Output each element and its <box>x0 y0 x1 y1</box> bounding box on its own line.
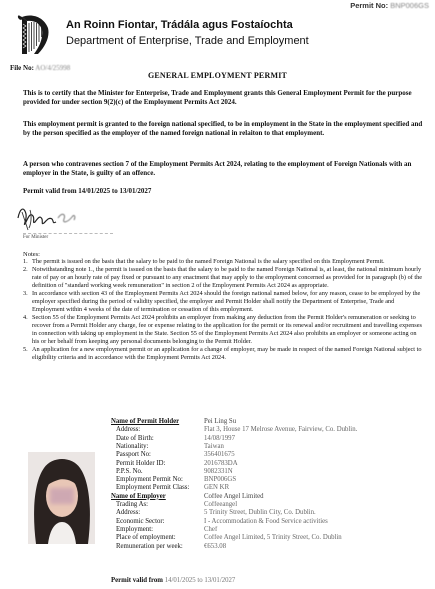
minister-signature <box>14 200 80 234</box>
permit-valid-footer-value: 14/01/2025 to 13/01/2027 <box>164 577 236 584</box>
detail-value: Coffeeangel <box>204 501 238 508</box>
detail-row <box>111 484 431 492</box>
detail-row <box>111 426 431 434</box>
detail-row <box>111 526 431 534</box>
detail-value: 14/08/1997 <box>204 434 235 442</box>
detail-value: I - Accommodation & Food Service activities <box>204 517 328 525</box>
detail-value: 9082331N <box>204 467 233 475</box>
document-title: GENERAL EMPLOYMENT PERMIT <box>147 71 288 80</box>
employer-heading: Name of Employer <box>111 492 166 500</box>
note-item: 4. Section 55 of the Employment Permits Act 2024 prohibits an employer from making any deduction from the Permit Holder's remuneration or seeking to recover from a Permit Holder any charge, fee or expense relating to the application for the permit or its renewal and/or recruitment and travelling expenses in connection with taking up employment in the State. Section 55 of the Employment Permits Act 2024 also prohibits an employer or someone acting on his or her behalf from keeping any personal documents belonging to the Permit Holder. <box>23 314 422 345</box>
employer-name: Coffee Angel Limited <box>204 492 264 500</box>
notes-heading: Notes: <box>23 251 40 258</box>
detail-row <box>111 476 431 484</box>
harp-icon <box>16 14 52 56</box>
permit-valid-footer-label: Permit valid from <box>111 577 163 584</box>
note-text: An application for a new employment permit or an application for a change of employer, may be made in respect of the named Foreign National subject to eligibility criteria and in accordance with the Employment Permits Act 2024. <box>32 346 422 361</box>
note-item: 1. The permit is issued on the basis that the salary to be paid to the named Foreign National is the salary specified on this Employment Permit. <box>23 258 385 265</box>
detail-row <box>111 468 431 476</box>
detail-value: €653.08 <box>204 542 227 550</box>
detail-value: Taiwan <box>204 442 224 450</box>
permit-number-label: Permit No: <box>350 1 389 10</box>
file-number-label: File No: <box>10 64 34 72</box>
detail-value: Flat 3, House 17 Melrose Avenue, Fairview, Co. Dublin. <box>204 426 358 434</box>
detail-value: GEN KR <box>204 484 230 492</box>
detail-value: 5 Trinity Street, Dublin City, Co. Dublin. <box>204 509 316 517</box>
detail-row <box>111 534 431 542</box>
detail-label: Trading As: <box>116 501 149 508</box>
signature-line <box>23 233 113 234</box>
detail-row <box>111 443 431 451</box>
detail-row <box>111 451 431 459</box>
detail-row <box>111 543 431 551</box>
offence-paragraph: A person who contravenes section 7 of the Employment Permits Act 2024, relating to the employment of Foreign Nationals with an employer in the State, is guilty of an offence. <box>23 160 412 178</box>
detail-label: Place of employment: <box>116 534 176 542</box>
detail-label: P.P.S. No. <box>116 467 143 475</box>
permit-valid-footer <box>111 577 235 584</box>
detail-label: Date of Birth: <box>116 434 154 442</box>
file-number-value: AO/4/25998 <box>35 64 71 72</box>
detail-label: Employment: <box>116 525 154 533</box>
detail-row <box>111 501 431 509</box>
note-item: 3. In accordance with section 43 of the Employment Permits Act 2024 should the foreign national named below, for any reason, cease to be employed by the employer specified during the period of validity specified, the employer and Permit Holder shall notify the Department of Enterprise, Trade and Employment within 4 weeks of the date of termination or cessation of this employment. <box>23 290 421 313</box>
note-text: Section 55 of the Employment Permits Act 2024 prohibits an employer from making any deduction from the Permit Holder's remuneration or seeking to recover from a Permit Holder any charge, fee or expense relating to the application for the permit or its renewal and/or recruitment and travelling expenses in connection with taking up employment in the State. Section 55 of the Employment Permits Act 2024 also prohibits an employer or someone acting on his or her behalf from keeping any personal documents belonging to the Permit Holder. <box>32 314 422 345</box>
detail-value: 2016783DA <box>204 459 238 467</box>
note-text: Notwithstanding note 1., the permit is issued on the basis that the salary to be paid to the named Foreign National is, at least, the national minimum hourly rate of pay or an hourly rate of pay fixed or pursuant to any enactment that may apply to the employment concerned as provided for in paragraph (b) of the definition of "standard working week remuneration" in section 2 of the Employment Permits Act 2024 as appropriate. <box>32 266 423 289</box>
portrait-image <box>28 452 95 544</box>
employer-heading-row <box>111 493 431 501</box>
detail-label: Address: <box>116 509 141 517</box>
detail-label: Passport No: <box>116 451 151 459</box>
note-text: The permit is issued on the basis that the salary to be paid to the named Foreign National is the salary specified on this Employment Permit. <box>32 258 385 265</box>
department-name-irish: An Roinn Fiontar, Trádála agus Fostaíochta <box>66 19 293 31</box>
detail-label: Permit Holder ID: <box>116 459 166 467</box>
permit-holder-heading: Name of Permit Holder <box>111 418 180 425</box>
permit-number-value: BNP006GS <box>390 1 429 10</box>
detail-label: Economic Sector: <box>116 517 165 525</box>
detail-value: BNP006GS <box>204 476 237 484</box>
certification-paragraph: This is to certify that the Minister for Enterprise, Trade and Employment grants this General Employment Permit for the purpose provided for under section 9(2)(c) of the Employment Permits Act 2024. <box>23 89 412 107</box>
department-name-english: Department of Enterprise, Trade and Employment <box>66 35 309 47</box>
grant-paragraph: This employment permit is granted to the foreign national specified, to be in employment in the State in the employment specified and by the person specified as the employer of the named foreign national in relaiton to that employment. <box>23 120 423 138</box>
note-text: In accordance with section 43 of the Employment Permits Act 2024 should the foreign national named below, for any reason, cease to be employed by the employer specified during the period of validity specified, the employer and Permit Holder shall notify the Department of Enterprise, Trade and Employment within 4 weeks of the date of termination or cessation of this employment. <box>32 290 421 313</box>
signature-caption: For Minister <box>23 235 49 240</box>
detail-row <box>111 509 431 517</box>
note-item: 5. An application for a new employment permit or an application for a change of employer, may be made in respect of the named Foreign National subject to eligibility criteria and in accordance with the Employment Permits Act 2024. <box>23 346 422 361</box>
detail-value: 356401675 <box>204 451 235 459</box>
detail-label: Employment Permit Class: <box>116 484 190 492</box>
note-item: 2. Notwithstanding note 1., the permit is issued on the basis that the salary to be paid to the named Foreign National is, at least, the national minimum hourly rate of pay or an hourly rate of pay fixed or pursuant to any enactment that may apply to the employment concerned as provided for in paragraph (b) of the definition of "standard working week remuneration" in section 2 of the Employment Permits Act 2024 as appropriate. <box>23 266 423 289</box>
detail-row <box>111 518 431 526</box>
detail-row <box>111 460 431 468</box>
detail-value: Chef <box>204 525 218 533</box>
detail-label: Address: <box>116 426 141 434</box>
detail-value: Coffee Angel Limited, 5 Trinity Street, Co. Dublin <box>204 534 342 542</box>
detail-label: Nationality: <box>116 442 149 450</box>
permit-holder-heading-row <box>111 418 431 426</box>
permit-number <box>350 1 429 10</box>
permit-holder-name: Pei Ling Su <box>204 418 237 425</box>
permit-holder-photo <box>28 452 95 544</box>
detail-label: Employment Permit No: <box>116 476 183 484</box>
notes-list <box>23 258 425 362</box>
department-header <box>14 14 344 54</box>
permit-validity: Permit valid from 14/01/2025 to 13/01/2027 <box>23 187 152 195</box>
detail-label: Remuneration per week: <box>116 542 183 550</box>
detail-row <box>111 435 431 443</box>
